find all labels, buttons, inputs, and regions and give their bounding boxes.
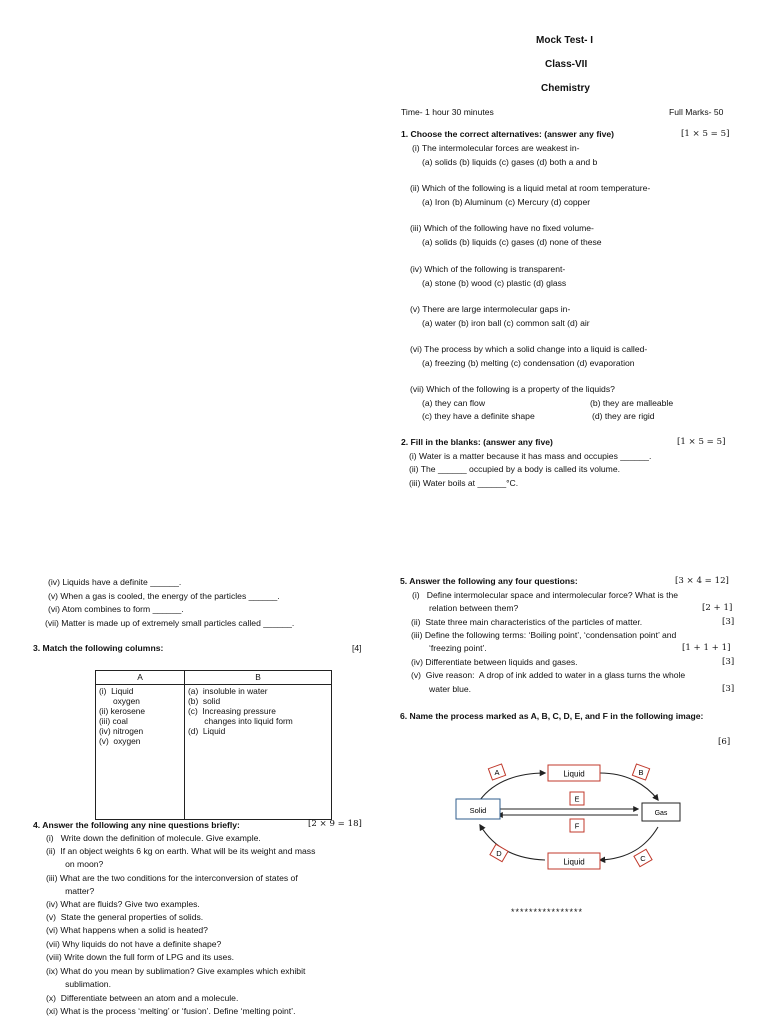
q4-item: (xi) What is the process ‘melting’ or ‘fusion’. Define ‘melting point’. xyxy=(46,1006,296,1016)
q5-item-5-cont: water blue. xyxy=(429,684,472,694)
solid-label: Solid xyxy=(469,806,487,815)
q4-item: (v) State the general properties of solids. xyxy=(46,912,204,922)
q5-item-4-marks: [3] xyxy=(722,657,735,667)
time-label: Time- 1 hour 30 minutes xyxy=(401,107,494,117)
match-table xyxy=(95,670,332,820)
column-a-item: (ii) kerosene xyxy=(99,706,146,717)
q1-item-7-option-b: (b) they are malleable xyxy=(590,398,674,408)
label-e: E xyxy=(574,794,580,804)
class-label: Class-VII xyxy=(545,59,588,70)
column-a-item: oxygen xyxy=(99,696,140,707)
q4-item: (iii) What are the two conditions for the interconversion of states of xyxy=(46,873,298,883)
liquid-bottom-box xyxy=(548,853,600,869)
label-f-box xyxy=(570,819,584,832)
label-b: B xyxy=(638,768,644,777)
column-a-item: (v) oxygen xyxy=(99,736,141,747)
label-a-box xyxy=(488,764,505,780)
liquid-top-box xyxy=(548,765,600,781)
q3-heading: 3. Match the following columns: xyxy=(33,643,164,653)
q1-options-2: (a) Iron (b) Aluminum (c) Mercury (d) copper xyxy=(422,197,591,207)
q5-item-3-cont: ‘freezing point’. xyxy=(429,643,487,653)
column-a-item: (iii) coal xyxy=(99,716,128,727)
q4-item: (i) Write down the definition of molecule. Give example. xyxy=(46,833,261,843)
label-c: C xyxy=(640,854,646,863)
q5-marks: [3 × 4 = 12] xyxy=(675,576,729,586)
column-a-cell xyxy=(96,685,185,820)
column-a-item: (iv) nitrogen xyxy=(99,726,144,737)
q4-item: matter? xyxy=(46,886,95,896)
q2-item-4: (iv) Liquids have a definite ______. xyxy=(48,577,182,587)
q1-item-6: (vi) The process by which a solid change into a liquid is called- xyxy=(410,344,648,354)
label-d-box xyxy=(490,844,508,861)
label-a: A xyxy=(494,768,500,777)
label-d: D xyxy=(496,849,502,858)
q5-item-2: (ii) State three main characteristics of the particles of matter. xyxy=(411,617,643,627)
column-b-item: changes into liquid form xyxy=(188,716,293,727)
q5-heading: 5. Answer the following any four questions: xyxy=(400,576,578,586)
gas-label: Gas xyxy=(654,810,668,817)
q4-item: (ix) What do you mean by sublimation? Give examples which exhibit xyxy=(46,966,306,976)
q1-item-2: (ii) Which of the following is a liquid metal at room temperature- xyxy=(410,183,651,193)
full-marks-label: Full Marks- 50 xyxy=(669,107,724,117)
end-stars: **************** xyxy=(511,907,584,917)
column-b-item: (b) solid xyxy=(188,696,221,707)
q1-options-1: (a) solids (b) liquids (c) gases (d) both a and b xyxy=(422,157,598,167)
liquid-bottom-label: Liquid xyxy=(563,857,585,867)
q2-item-5: (v) When a gas is cooled, the energy of the particles ______. xyxy=(48,591,280,601)
arrow-solid-to-liquid xyxy=(480,773,545,800)
q2-item-3: (iii) Water boils at ______°C. xyxy=(409,478,519,488)
q1-item-5: (v) There are large intermolecular gaps in- xyxy=(410,304,571,314)
q5-item-1-marks: [2 + 1] xyxy=(702,603,733,613)
q1-item-3: (iii) Which of the following have no fixed volume- xyxy=(410,223,594,233)
q4-item: sublimation. xyxy=(46,979,111,989)
subject-label: Chemistry xyxy=(541,83,590,94)
q5-item-5-marks: [3] xyxy=(722,684,735,694)
label-e-box xyxy=(570,792,584,805)
q1-item-7-option-d: (d) they are rigid xyxy=(592,411,655,421)
q1-options-4: (a) stone (b) wood (c) plastic (d) glass xyxy=(422,278,567,288)
column-a-item: (i) Liquid xyxy=(99,686,134,696)
q4-heading: 4. Answer the following any nine questions briefly: xyxy=(33,820,240,830)
column-a-header: A xyxy=(96,671,185,685)
q2-heading: 2. Fill in the blanks: (answer any five) xyxy=(401,437,553,447)
q1-options-3: (a) solids (b) liquids (c) gases (d) none of these xyxy=(422,237,602,247)
q1-heading: 1. Choose the correct alternatives: (answer any five) xyxy=(401,129,615,139)
q5-item-3: (iii) Define the following terms: ‘Boiling point’, ‘condensation point’ and xyxy=(411,630,677,640)
q4-marks: [2 × 9 = 18] xyxy=(308,819,362,829)
q1-marks: [1 × 5 = 5] xyxy=(681,129,730,139)
q2-item-2: (ii) The ______ occupied by a body is called its volume. xyxy=(409,464,620,474)
q4-item: (vii) Why liquids do not have a definite shape? xyxy=(46,939,222,949)
q1-options-5: (a) water (b) iron ball (c) common salt (d) air xyxy=(422,318,590,328)
test-title: Mock Test- I xyxy=(536,35,594,46)
q4-item: (iv) What are fluids? Give two examples. xyxy=(46,899,200,909)
q2-item-7: (vii) Matter is made up of extremely small particles called ______. xyxy=(45,618,295,628)
q1-item-7-option-a: (a) they can flow xyxy=(422,398,486,408)
column-b-item: (a) insoluble in water xyxy=(188,686,268,696)
q1-item-1: (i) The intermolecular forces are weakest in- xyxy=(412,143,580,153)
q4-item: on moon? xyxy=(46,859,104,869)
column-b-header: B xyxy=(185,671,332,685)
q1-item-7: (vii) Which of the following is a property of the liquids? xyxy=(410,384,615,394)
gas-box xyxy=(642,803,680,821)
q4-item: (ii) If an object weights 6 kg on earth. What will be its weight and mass xyxy=(46,846,316,856)
q4-item: (x) Differentiate between an atom and a molecule. xyxy=(46,993,239,1003)
q2-item-6: (vi) Atom combines to form ______. xyxy=(48,604,184,614)
column-b-item: (d) Liquid xyxy=(188,726,226,737)
q6-marks: [6] xyxy=(718,737,731,747)
q1-options-6: (a) freezing (b) melting (c) condensation (d) evaporation xyxy=(422,358,635,368)
q2-marks: [1 × 5 = 5] xyxy=(677,437,726,447)
liquid-top-label: Liquid xyxy=(563,769,585,779)
q5-item-2-marks: [3] xyxy=(722,617,735,627)
column-b-cell xyxy=(185,685,332,820)
q5-item-1-cont: relation between them? xyxy=(429,603,519,613)
solid-box xyxy=(456,799,500,819)
arrow-liquid-to-gas xyxy=(600,773,658,800)
label-b-box xyxy=(632,764,649,780)
label-f: F xyxy=(574,821,580,831)
q1-item-4: (iv) Which of the following is transparent- xyxy=(410,264,566,274)
q5-item-4: (iv) Differentiate between liquids and gases. xyxy=(411,657,578,667)
column-b-item: (c) Increasing pressure xyxy=(188,706,276,717)
q4-item: (viii) Write down the full form of LPG and its uses. xyxy=(46,952,235,962)
q2-item-1: (i) Water is a matter because it has mass and occupies ______. xyxy=(409,451,652,461)
q6-heading: 6. Name the process marked as A, B, C, D, E, and F in the following image: xyxy=(400,711,704,721)
q4-item: (vi) What happens when a solid is heated? xyxy=(46,925,208,935)
q3-marks: [4] xyxy=(352,643,362,653)
q5-item-3-marks: [1 + 1 + 1] xyxy=(682,643,731,653)
q5-item-5: (v) Give reason: A drop of ink added to water in a glass turns the whole xyxy=(411,670,686,680)
q1-item-7-option-c: (c) they have a definite shape xyxy=(422,411,535,421)
label-c-box xyxy=(634,849,652,866)
q5-item-1: (i) Define intermolecular space and intermolecular force? What is the xyxy=(412,590,679,600)
states-of-matter-diagram xyxy=(450,755,690,880)
